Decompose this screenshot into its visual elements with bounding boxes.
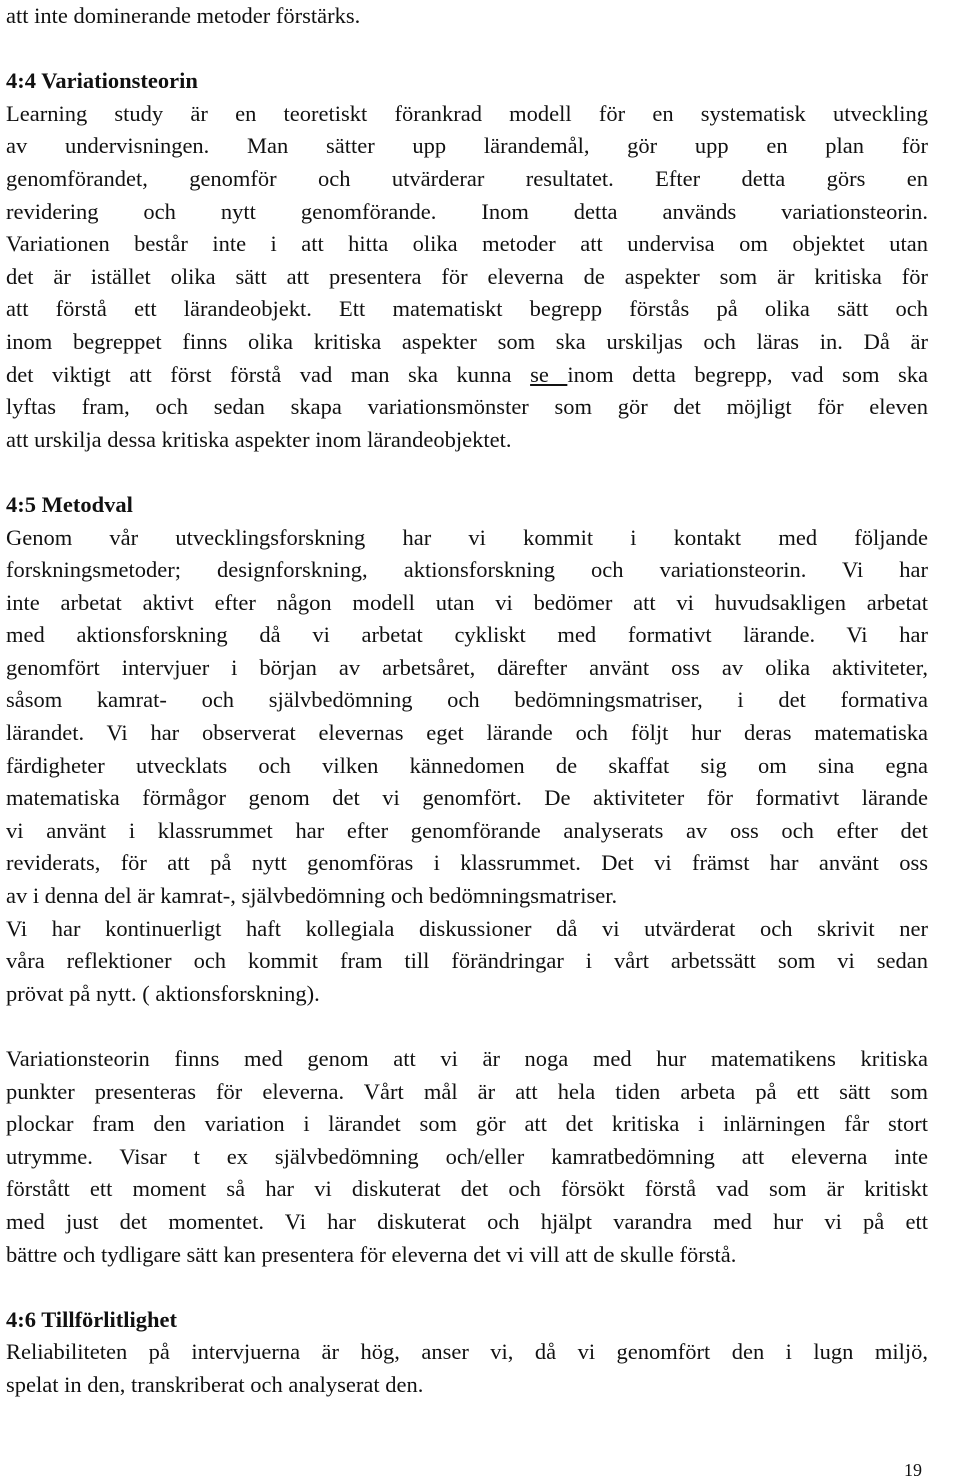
text-line: Vi har kontinuerligt haft kollegiala diskussioner då vi utvärderat och skrivit ner: [6, 915, 928, 941]
text-line: matematiska förmågor genom det vi genomfört. De aktiviteter för formativt lärande: [6, 785, 928, 811]
document-page: [6, 0, 928, 1402]
text-line: våra reflektioner och kommit fram till förändringar i vårt arbetssätt som vi sedan: [6, 948, 928, 974]
text-line: förstått ett moment så har vi diskuterat det och försökt förstå vad som är kritiskt: [6, 1176, 928, 1202]
text-line: såsom kamrat- och självbedömning och bedömningsmatriser, i det formativa: [6, 687, 928, 713]
text-line: färdigheter utvecklats och vilken kännedomen de skaffat sig om sina egna: [6, 752, 928, 778]
text-line: Variationen består inte i att hitta olika metoder att undervisa om objektet utan: [6, 231, 928, 257]
heading-text: 4:5 Metodval: [6, 491, 133, 517]
text-line: punkter presenteras för eleverna. Vårt mål är att hela tiden arbeta på ett sätt som: [6, 1078, 928, 1104]
spacer: [6, 1010, 928, 1043]
spacer: [6, 33, 928, 66]
text-line: inte arbetat aktivt efter någon modell utan vi bedömer att vi huvudsakligen arbetat: [6, 589, 928, 615]
spacer: [6, 1271, 928, 1304]
text-line: inom begreppet finns olika kritiska aspekter som ska urskiljas och läras in. Då är: [6, 328, 928, 354]
text-line: lyftas fram, och sedan skapa variationsmönster som gör det möjligt för eleven: [6, 394, 928, 420]
text-line: vi använt i klassrummet har efter genomförande analyserats av oss och efter det: [6, 817, 928, 843]
intro-line: att inte dominerande metoder förstärks.: [6, 3, 361, 28]
underlined-word: se: [530, 361, 568, 387]
text-line: spelat in den, transkriberat och analyserat den.: [6, 1371, 424, 1397]
text-line: genomförandet, genomför och utvärderar resultatet. Efter detta görs en: [6, 165, 928, 191]
text-line: av i denna del är kamrat-, självbedömning och bedömningsmatriser.: [6, 883, 618, 909]
text-segment: det viktigt att först förstå vad man ska kunna: [6, 361, 531, 387]
heading-text: 4:6 Tillförlitlighet: [6, 1306, 178, 1332]
section-heading-4-6: [6, 1304, 928, 1337]
text-line: forskningsmetoder; designforskning, aktionsforskning och variationsteorin. Vi har: [6, 557, 928, 583]
text-line: utrymme. Visar t ex självbedömning och/eller kamratbedömning att eleverna inte: [6, 1143, 928, 1169]
text-line: Learning study är en teoretiskt förankrad modell för en systematisk utveckling: [6, 100, 928, 126]
text-line: revidering och nytt genomförande. Inom detta används variationsteorin.: [6, 198, 928, 224]
text-line: att förstå ett lärandeobjekt. Ett matematiskt begrepp förstås på olika sätt och: [6, 296, 928, 322]
text-line: lärandet. Vi har observerat elevernas eget lärande och följt hur deras matematiska: [6, 720, 928, 746]
text-line: det är istället olika sätt att presentera för eleverna de aspekter som är kritiska för: [6, 263, 928, 289]
text-line: Genom vår utvecklingsforskning har vi kommit i kontakt med följande: [6, 524, 928, 550]
text-line: Reliabiliteten på intervjuerna är hög, anser vi, då vi genomfört den i lugn miljö,: [6, 1339, 928, 1365]
section-heading-4-5: [6, 489, 928, 522]
text-line: med aktionsforskning då vi arbetat cykliskt med formativt lärande. Vi har: [6, 622, 928, 648]
text-line: prövat på nytt. ( aktionsforskning).: [6, 980, 320, 1006]
text-line: plockar fram den variation i lärandet som gör att det kritiska i inlärningen får stort: [6, 1111, 928, 1137]
section-heading-4-4: [6, 65, 928, 98]
text-line: Variationsteorin finns med genom att vi är noga med hur matematikens kritiska: [6, 1046, 928, 1071]
heading-text: 4:4 Variationsteorin: [6, 68, 198, 94]
text-line: med just det momentet. Vi har diskuterat och hjälpt varandra med hur vi på ett: [6, 1208, 928, 1234]
text-line: reviderats, för att på nytt genomföras i klassrummet. Det vi främst har använt oss: [6, 850, 928, 876]
text-line: av undervisningen. Man sätter upp lärandemål, gör upp en plan för: [6, 133, 928, 159]
spacer: [6, 456, 928, 489]
text-line: att urskilja dessa kritiska aspekter inom lärandeobjektet.: [6, 426, 512, 452]
text-line-with-underline: [6, 359, 928, 392]
text-segment: inom detta begrepp, vad som ska: [567, 361, 928, 387]
page-number: 19: [904, 1460, 922, 1480]
text-line: genomfört intervjuer i början av arbetsåret, därefter använt oss av olika aktiviteter,: [6, 654, 928, 680]
text-line: bättre och tydligare sätt kan presentera för eleverna det vi vill att de skulle förstå.: [6, 1241, 737, 1267]
